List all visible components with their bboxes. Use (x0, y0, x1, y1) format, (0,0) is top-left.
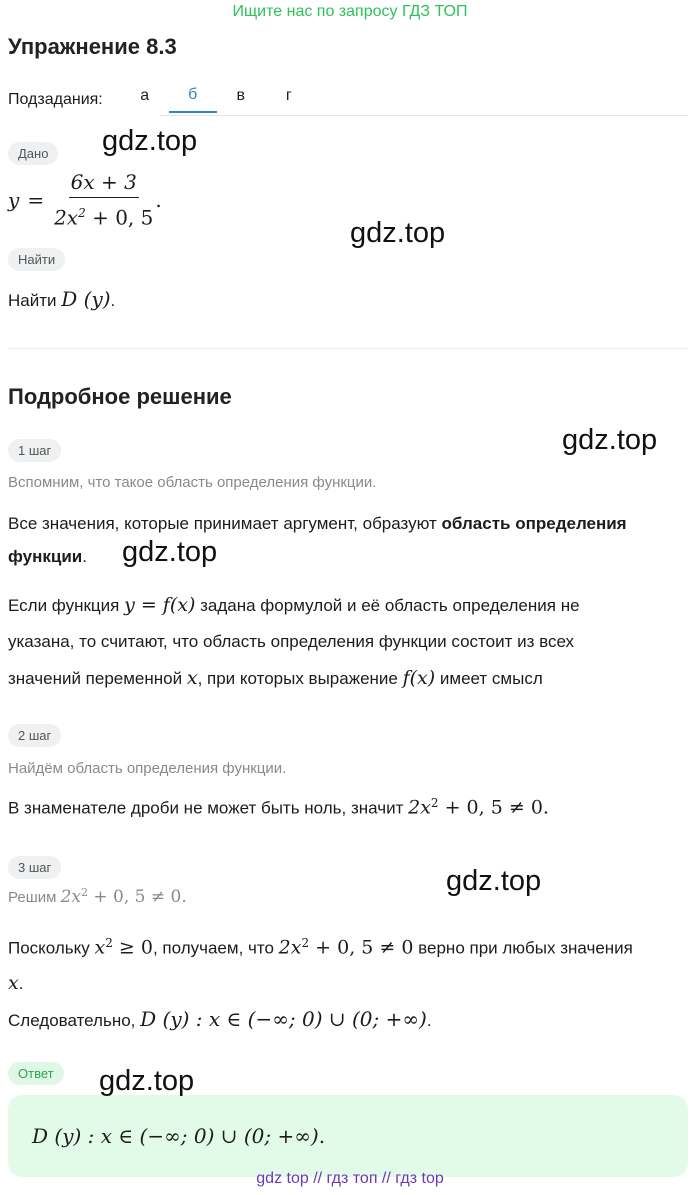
answer-chip: Ответ (8, 1062, 64, 1085)
step1-hint: Вспомним, что такое область определения функции. (8, 474, 377, 491)
step1-paragraph1: Все значения, которые принимает аргумент, образуют область определения функции. (8, 514, 627, 566)
given-chip: Дано (8, 142, 58, 165)
tab-b[interactable]: б (169, 86, 217, 113)
tab-a[interactable]: а (140, 87, 150, 104)
given-lhs: y (8, 187, 20, 212)
tab-g[interactable]: г (285, 87, 292, 104)
watermark: gdz.top (350, 217, 446, 249)
step1-chip: 1 шаг (8, 439, 61, 462)
given-end: . (155, 187, 162, 212)
search-banner: Ищите нас по запросу ГДЗ ТОП (232, 3, 468, 20)
footer-links: gdz top // гдз топ // гдз top (256, 1170, 444, 1187)
step3-paragraph: Поскольку $x^2 \ge 0$, получаем, что $2x^2 + 0$, 5 ≠ 0 верно при любых значения x. (8, 936, 633, 994)
step3-hint: Решим $2x^2 + 0$, 5 ≠ 0. (8, 886, 187, 907)
step2-hint: Найдём область определения функции. (8, 760, 287, 777)
given-fraction (52, 170, 155, 230)
step1-paragraph2: Если функция y = f(x) задана формулой и её область определения не указана, то считают, что область определения функции состоит из всех значений переменной x, при которых выражение f(x) имеет смысл (8, 594, 580, 689)
tabs-divider (160, 115, 688, 116)
step2-paragraph: В знаменателе дроби не может быть ноль, значит $2x^2 + 0$, 5 ≠ 0. (8, 796, 549, 819)
watermark: gdz.top (562, 424, 658, 456)
fraction-numerator: 6x + 3 (69, 170, 139, 198)
watermark: gdz.top (99, 1065, 195, 1097)
tab-v[interactable]: в (236, 87, 245, 104)
answer-formula: D (y) : x ∈ (−∞; 0) ∪ (0; +∞). (32, 1124, 326, 1148)
find-text: Найти D (y). (8, 287, 116, 311)
solution-title: Подробное решение (8, 384, 232, 409)
watermark: gdz.top (102, 125, 198, 157)
subtasks-label: Подзадания: (8, 90, 103, 108)
watermark: gdz.top (122, 536, 218, 568)
section-divider (8, 348, 688, 349)
find-chip: Найти (8, 248, 65, 271)
fraction-denominator: $2x^2 + 0$, 5 (54, 205, 154, 230)
given-eq: = (27, 187, 45, 212)
given-formula (8, 170, 162, 230)
subtasks-bar (8, 86, 313, 113)
watermark: gdz.top (446, 865, 542, 897)
page-title: Упражнение 8.3 (8, 34, 177, 59)
step3-chip: 3 шаг (8, 856, 61, 879)
step2-chip: 2 шаг (8, 724, 61, 747)
step3-conclusion: Следовательно, D (y) : x ∈ (−∞; 0) ∪ (0; +∞). (8, 1007, 432, 1031)
